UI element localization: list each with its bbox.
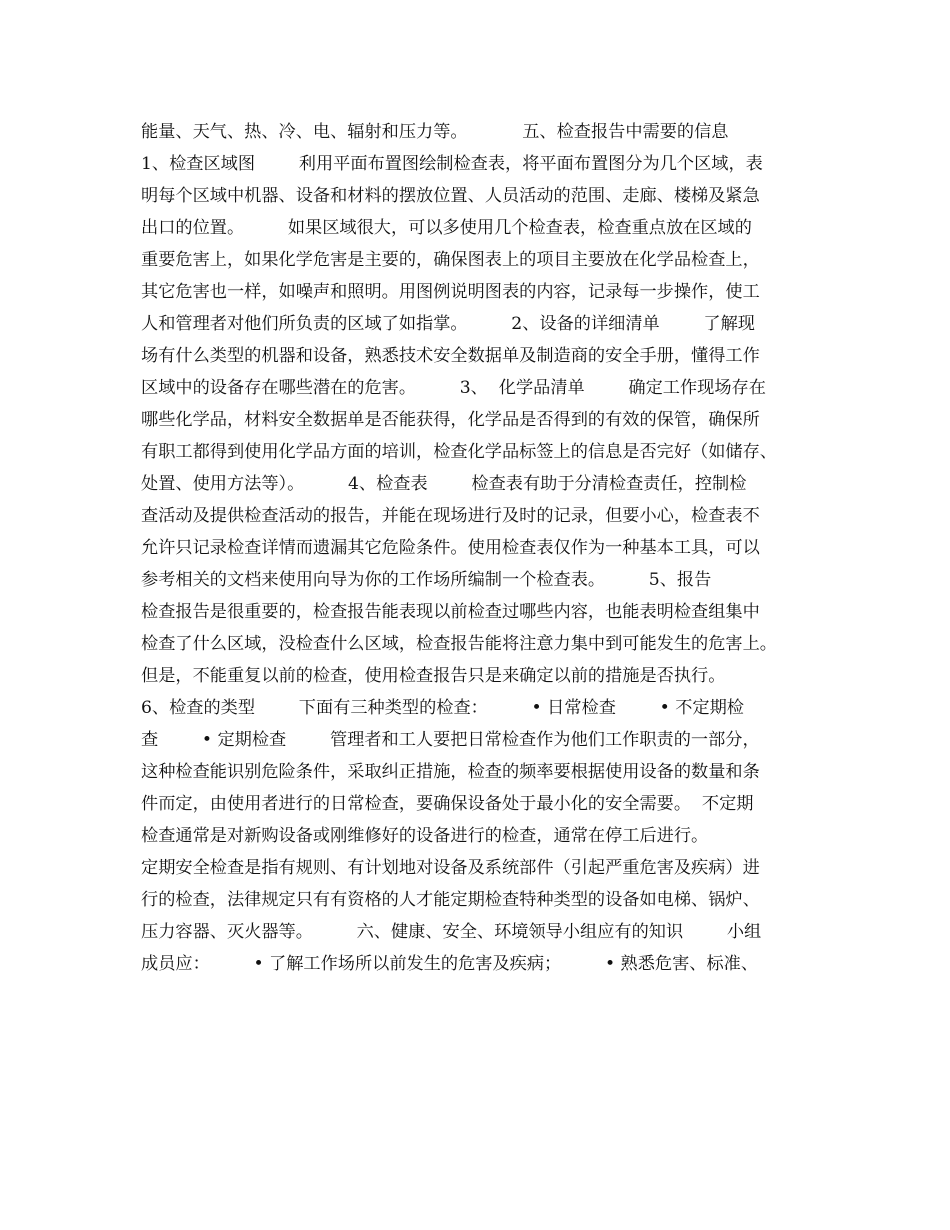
text-line: 查活动及提供检查活动的报告，并能在现场进行及时的记录，但要小心，检查表不 [141,506,760,526]
text-line: 成员应： • 了解工作场所以前发生的危害及疾病； • 熟悉危害、标准、 [141,954,759,974]
text-line: 检查了什么区域，没检查什么区域，检查报告能将注意力集中到可能发生的危害上。 [141,634,777,654]
text-line: 定期安全检查是指有规则、有计划地对设备及系统部件（引起严重危害及疾病）进 [141,858,760,878]
text-line: 参考相关的文档来使用向导为你的工作场所编制一个检查表。 5、报告 [141,570,712,590]
text-line: 检查报告是很重要的，检查报告能表现以前检查过哪些内容，也能表明检查组集中 [141,602,760,622]
text-line: 明每个区域中机器、设备和材料的摆放位置、人员活动的范围、走廊、楼梯及紧急 [141,186,760,206]
text-line: 其它危害也一样，如噪声和照明。用图例说明图表的内容，记录每一步操作，使工 [141,282,760,302]
text-line: 出口的位置。 如果区域很大，可以多使用几个检查表，检查重点放在区域的 [141,218,752,238]
text-line: 区域中的设备存在哪些潜在的危害。 3、 化学品清单 确定工作现场存在 [141,378,766,398]
text-line: 能量、天气、热、冷、电、辐射和压力等。 五、检查报告中需要的信息 [141,122,729,142]
text-line: 检查通常是对新购设备或刚维修好的设备进行的检查，通常在停工后进行。 [141,826,709,846]
document-body [141,116,821,980]
text-line: 人和管理者对他们所负责的区域了如指掌。 2、设备的详细清单 了解现 [141,314,755,334]
text-line: 处置、使用方法等）。 4、检查表 检查表有助于分清检查责任，控制检 [141,474,747,494]
text-line: 1、检查区域图 利用平面布置图绘制检查表，将平面布置图分为几个区域，表 [141,154,763,174]
text-line: 件而定，由使用者进行的日常检查，要确保设备处于最小化的安全需要。 不定期 [141,794,754,814]
text-line: 哪些化学品，材料安全数据单是否能获得，化学品是否得到的有效的保管，确保所 [141,410,760,430]
text-line: 查 • 定期检查 管理者和工人要把日常检查作为他们工作职责的一部分， [141,730,760,750]
text-line: 行的检查，法律规定只有有资格的人才能定期检查特种类型的设备如电梯、锅炉、 [141,890,760,910]
text-line: 有职工都得到使用化学品方面的培训，检查化学品标签上的信息是否完好（如储存、 [141,442,777,462]
text-line: 允许只记录检查详情而遗漏其它危险条件。使用检查表仅作为一种基本工具，可以 [141,538,760,558]
text-line: 6、检查的类型 下面有三种类型的检查： • 日常检查 • 不定期检 [141,698,744,718]
text-line: 重要危害上，如果化学危害是主要的，确保图表上的项目主要放在化学品检查上， [141,250,760,270]
text-line: 场有什么类型的机器和设备，熟悉技术安全数据单及制造商的安全手册，懂得工作 [141,346,760,366]
text-line: 这种检查能识别危险条件，采取纠正措施，检查的频率要根据使用设备的数量和条 [141,762,760,782]
text-line: 压力容器、灭火器等。 六、健康、安全、环境领导小组应有的知识 小组 [141,922,762,942]
text-line: 但是，不能重复以前的检查，使用检查报告只是来确定以前的措施是否执行。 [141,666,726,686]
